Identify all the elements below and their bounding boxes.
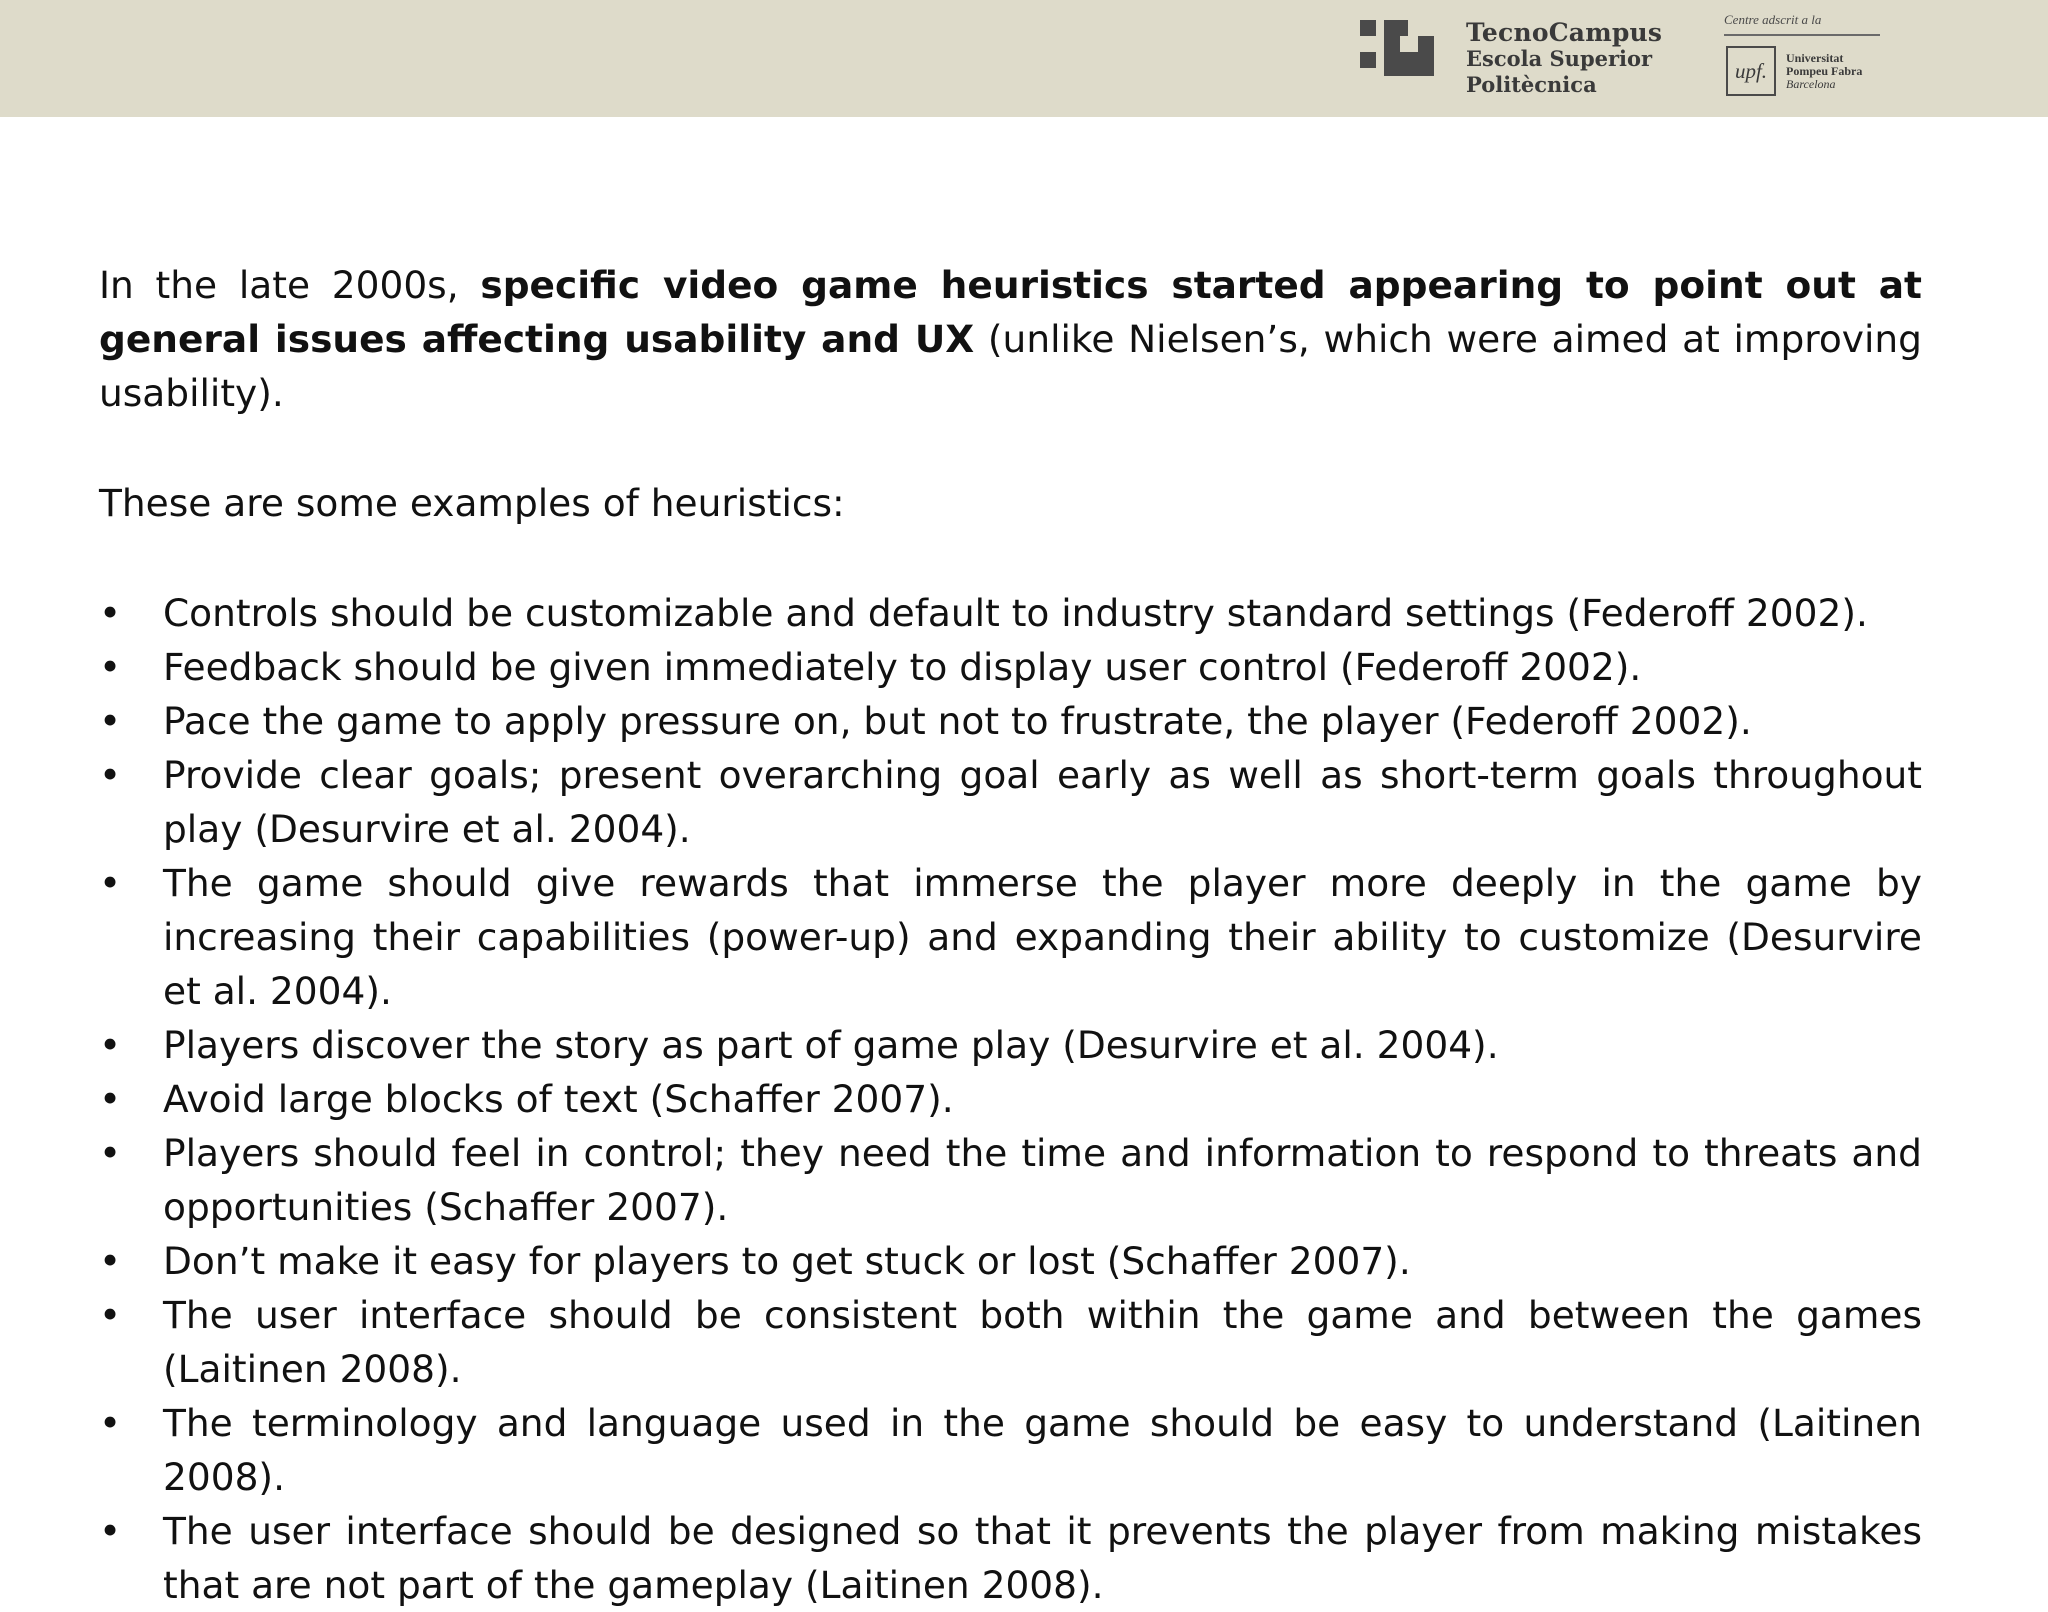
bullet-icon: •: [99, 1239, 122, 1283]
heuristic-text: Players discover the story as part of game play (Desurvire et al. 2004).: [163, 1023, 1499, 1067]
bullet-icon: •: [99, 1509, 122, 1553]
bullet-icon: •: [99, 1023, 122, 1067]
upf-logo: [1722, 12, 1882, 102]
heuristic-text: Pace the game to apply pressure on, but not to frustrate, the player (Federoff 2002).: [163, 699, 1752, 743]
list-item: [99, 856, 1922, 1018]
heuristic-text: The terminology and language used in the game should be easy to understand (Laitinen 2008).: [163, 1401, 1922, 1499]
heuristic-text: Don’t make it easy for players to get stuck or lost (Schaffer 2007).: [163, 1239, 1411, 1283]
list-item: [99, 586, 1922, 640]
list-item: [99, 748, 1922, 856]
bullet-icon: •: [99, 645, 122, 689]
upf-name-line1: Universitat: [1786, 51, 1844, 65]
bullet-icon: •: [99, 1131, 122, 1175]
list-item: [99, 694, 1922, 748]
bullet-icon: •: [99, 1077, 122, 1121]
list-item: [99, 1018, 1922, 1072]
bullet-icon: •: [99, 753, 122, 797]
tecnocampus-logo: [1360, 18, 1663, 104]
bullet-icon: •: [99, 699, 122, 743]
list-lead-in: These are some examples of heuristics:: [99, 481, 845, 525]
heuristic-text: The game should give rewards that immerse the player more deeply in the game by increasing their capabilities (power-up) and expanding their ability to customize (Desurvire et al. 2004).: [163, 861, 1922, 1013]
tecnocampus-name: TecnoCampus: [1466, 18, 1663, 47]
upf-divider: [1724, 34, 1880, 36]
heuristic-text: Provide clear goals; present overarching goal early as well as short-term goals throughout play (Desurvire et al. 2004).: [163, 753, 1922, 851]
intro-bold-text: specific video game heuristics started appearing to point out at general issues affecting usability and UX: [99, 263, 1922, 361]
heuristic-text: Feedback should be given immediately to display user control (Federoff 2002).: [163, 645, 1642, 689]
list-item: [99, 1396, 1922, 1504]
heuristic-text: Avoid large blocks of text (Schaffer 2007).: [163, 1077, 954, 1121]
tecnocampus-mark-icon: [1360, 20, 1444, 76]
intro-text-end: (unlike Nielsen’s, which were aimed at improving usability).: [99, 317, 1922, 415]
tecnocampus-school-line1: Escola Superior: [1466, 46, 1653, 71]
upf-name: [1786, 52, 1862, 91]
upf-name-line2: Pompeu Fabra: [1786, 64, 1863, 78]
bullet-icon: •: [99, 1293, 122, 1337]
list-item: [99, 1126, 1922, 1234]
bullet-icon: •: [99, 1401, 122, 1445]
upf-caption: Centre adscrit a la: [1724, 12, 1822, 27]
bullet-icon: •: [99, 861, 122, 905]
heuristic-text: Controls should be customizable and default to industry standard settings (Federoff 2002).: [163, 591, 1868, 635]
heuristics-list: [99, 586, 1922, 1612]
intro-text-start: In the late 2000s,: [99, 263, 481, 307]
tecnocampus-school-line2: Politècnica: [1466, 72, 1597, 97]
tecnocampus-wordmark: [1466, 20, 1662, 98]
list-item: [99, 1234, 1922, 1288]
list-item: [99, 1072, 1922, 1126]
slide-body: [99, 258, 1922, 1612]
list-item: [99, 640, 1922, 694]
upf-badge: upf.: [1726, 46, 1776, 96]
heuristic-text: The user interface should be consistent both within the game and between the games (Laitinen 2008).: [163, 1293, 1922, 1391]
bullet-icon: •: [99, 591, 122, 635]
list-item: [99, 1288, 1922, 1396]
list-item: [99, 1504, 1922, 1612]
intro-paragraph: [99, 258, 1922, 420]
upf-name-line3: Barcelona: [1786, 77, 1836, 91]
heuristic-text: Players should feel in control; they need the time and information to respond to threats and opportunities (Schaffer 2007).: [163, 1131, 1922, 1229]
heuristic-text: The user interface should be designed so that it prevents the player from making mistakes that are not part of the gameplay (Laitinen 2008).: [163, 1509, 1922, 1607]
header-band: [0, 0, 2048, 117]
